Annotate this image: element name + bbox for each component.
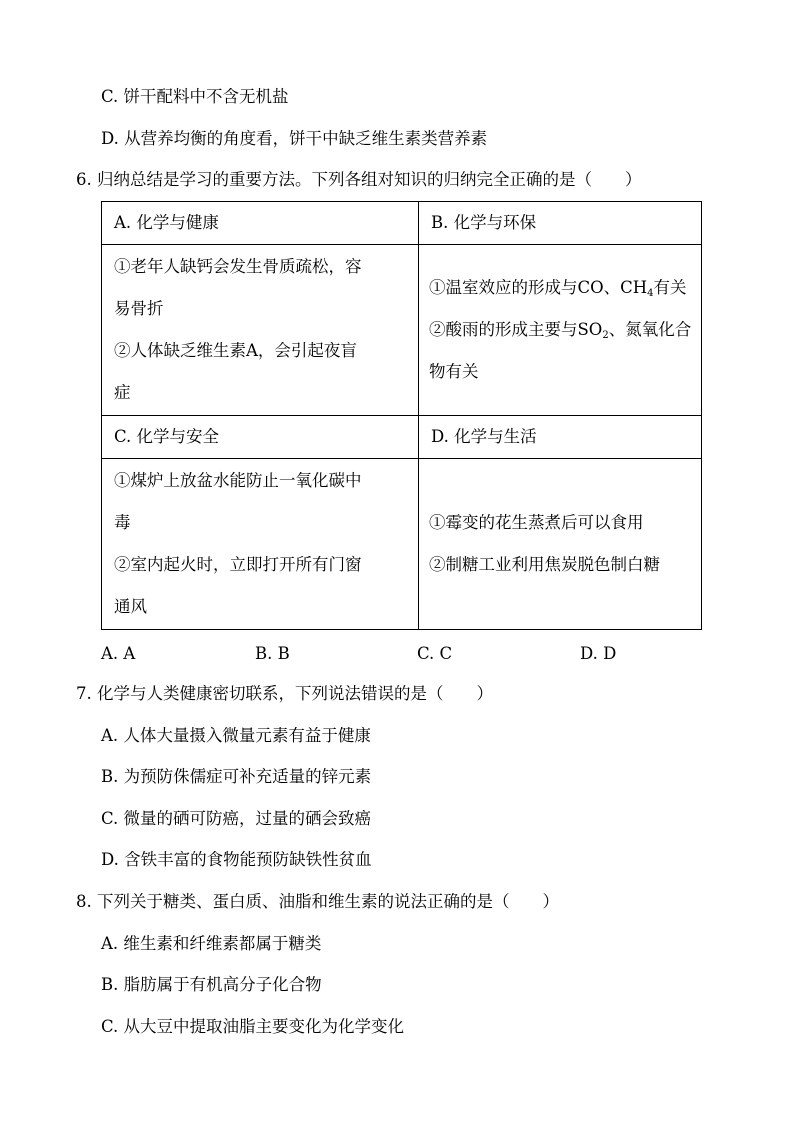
cell-c-body — [102, 459, 419, 630]
cell-a-body — [102, 245, 419, 416]
b-line2-tail: 、氮氧化合 — [608, 320, 692, 339]
b-line2-text: ②酸雨的形成主要与SO — [429, 320, 603, 339]
so2-subscript: 2 — [602, 330, 609, 341]
b-line1-text: ①温室效应的形成与CO、CH — [429, 278, 648, 297]
q7-option-a: A. 人体大量摄入微量元素有益于健康 — [101, 726, 371, 745]
cell-a-line-4: 症 — [114, 383, 131, 402]
q7-option-c: C. 微量的硒可防癌，过量的硒会致癌 — [101, 809, 372, 828]
cell-c-line-3: ②室内起火时，立即打开所有门窗 — [114, 555, 362, 574]
q8-option-b: B. 脂肪属于有机高分子化合物 — [101, 975, 322, 994]
q6-answer-c: C. C — [417, 644, 453, 663]
b-line1-tail: 有关 — [653, 278, 687, 297]
q8-stem: 8. 下列关于糖类、蛋白质、油脂和维生素的说法正确的是（ ） — [76, 892, 559, 911]
cell-b-line-3: 物有关 — [429, 362, 479, 381]
q7-option-b: B. 为预防侏儒症可补充适量的锌元素 — [101, 767, 372, 786]
cell-b-body — [419, 245, 702, 416]
q7-option-d: D. 含铁丰富的食物能预防缺铁性贫血 — [101, 850, 372, 869]
ch4-subscript: 4 — [647, 288, 654, 299]
cell-d-header: D. 化学与生活 — [419, 416, 702, 459]
q6-knowledge-table — [101, 201, 702, 630]
cell-c-line-2: 毒 — [114, 513, 131, 532]
q8-option-c: C. 从大豆中提取油脂主要变化为化学变化 — [101, 1017, 405, 1036]
q6-answer-d: D. D — [580, 644, 617, 663]
q6-stem: 6. 归纳总结是学习的重要方法。下列各组对知识的归纳完全正确的是（ ） — [76, 170, 642, 189]
q6-answer-b: B. B — [255, 644, 290, 663]
cell-a-line-1: ①老年人缺钙会发生骨质疏松，容 — [114, 257, 362, 276]
cell-d-body — [419, 459, 702, 630]
cell-b-header: B. 化学与环保 — [419, 202, 702, 245]
cell-b-line-1 — [429, 267, 693, 309]
q8-option-a: A. 维生素和纤维素都属于糖类 — [101, 934, 322, 953]
cell-c-line-1: ①煤炉上放盆水能防止一氧化碳中 — [114, 471, 362, 490]
cell-b-line-2 — [429, 309, 693, 351]
cell-c-line-4: 通风 — [114, 597, 147, 616]
q5-option-c: C. 饼干配料中不含无机盐 — [101, 87, 289, 106]
cell-a-line-2: 易骨折 — [114, 299, 164, 318]
q7-stem: 7. 化学与人类健康密切联系，下列说法错误的是（ ） — [76, 684, 493, 703]
q6-answer-a: A. A — [101, 644, 136, 663]
q5-option-d: D. 从营养均衡的角度看，饼干中缺乏维生素类营养素 — [101, 129, 488, 148]
cell-a-line-3: ②人体缺乏维生素A，会引起夜盲 — [114, 341, 357, 360]
cell-c-header: C. 化学与安全 — [102, 416, 419, 459]
cell-a-header: A. 化学与健康 — [102, 202, 419, 245]
cell-d-line-2: ②制糖工业利用焦炭脱色制白糖 — [429, 555, 660, 574]
cell-d-line-1: ①霉变的花生蒸煮后可以食用 — [429, 513, 644, 532]
